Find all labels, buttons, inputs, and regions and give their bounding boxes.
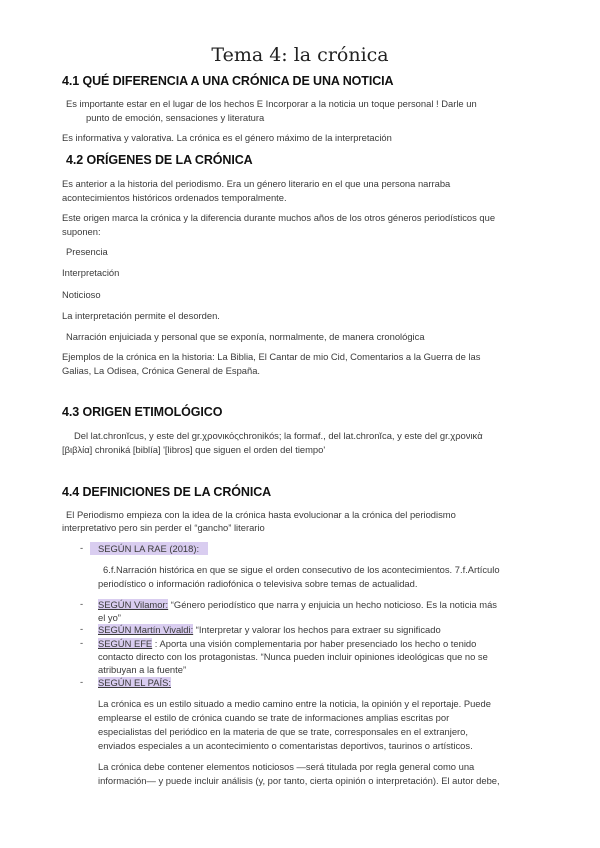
definition-label-vivaldi: SEGÚN Martín Vivaldi: (98, 624, 194, 635)
definition-text: “Género periodístico que narra y enjuicia un hecho noticioso. Es la noticia más (168, 599, 497, 610)
list-item: Noticioso (62, 289, 101, 300)
paragraph-line: 6.f.Narración histórica en que se sigue el orden consecutivo de los acontecimientos. 7.f.Artículo (103, 564, 500, 575)
paragraph-line: enviados especiales a un acontecimiento o comentaristas deportivos, taurinos o artísticos. (98, 740, 473, 751)
paragraph-line: punto de emoción, sensaciones y literatura (86, 112, 265, 123)
bullet-dash: - (80, 676, 84, 687)
section-heading-4-2: 4.2 ORÍGENES DE LA CRÓNICA (66, 153, 253, 167)
definition-label-vilamor: SEGÚN Vilamor: (98, 599, 169, 610)
definition-line (98, 598, 497, 612)
definition-line (98, 623, 441, 637)
paragraph-line: contacto directo con los protagonistas. “Nunca pueden incluir opiniones ideológicas que no se (98, 651, 488, 662)
paragraph-line: Ejemplos de la crónica en la historia: La Biblia, El Cantar de mio Cid, Comentarios a la Guerra de las (62, 351, 481, 362)
bullet-dash: - (80, 637, 84, 648)
paragraph-line: Es anterior a la historia del periodismo. Era un género literario en el que una persona narraba (62, 178, 451, 189)
bullet-dash: - (80, 623, 84, 634)
paragraph-line: Este origen marca la crónica y la diferencia durante muchos años de los otros géneros periodísticos que (62, 212, 496, 223)
paragraph-line: especialistas del periódico en la materia de que se trate, corresponsales en el extranjero, (98, 726, 469, 737)
definition-text: : Aporta una visión complementaria por haber presenciado los hecho o tenido (152, 638, 477, 649)
definition-line (98, 676, 171, 690)
paragraph-line: suponen: (62, 226, 101, 237)
page-title: Tema 4: la crónica (211, 44, 389, 66)
list-item: Presencia (66, 246, 108, 257)
section-heading-4-4: 4.4 DEFINICIONES DE LA CRÓNICA (62, 485, 272, 499)
paragraph-line: interpretativo pero sin perder el “gancho” literario (62, 522, 265, 533)
section-heading-4-3: 4.3 ORIGEN ETIMOLÓGICO (62, 405, 223, 419)
paragraph-line: emplearse el estilo de crónica cuando se trate de informaciones amplias escritas por (98, 712, 450, 723)
paragraph-line: [βιβλία] chroniká [biblía] '[libros] que siguen el orden del tiempo' (62, 444, 326, 455)
paragraph-line: acontecimientos históricos ordenados temporalmente. (62, 192, 287, 203)
paragraph-line: Galias, La Odisea, Crónica General de España. (62, 365, 261, 376)
definition-label-efe: SEGÚN EFE (98, 638, 153, 649)
definition-line (98, 637, 476, 651)
paragraph-line: Es importante estar en el lugar de los hechos E Incorporar a la noticia un toque personal ! Darle un (66, 98, 477, 109)
section-heading-4-1: 4.1 QUÉ DIFERENCIA A UNA CRÓNICA DE UNA NOTICIA (62, 74, 394, 88)
paragraph-line: el yo” (98, 612, 121, 623)
paragraph-line: periodístico o información radiofónica o televisiva sobre temas de actualidad. (98, 578, 418, 589)
paragraph-line: Narración enjuiciada y personal que se exponía, normalmente, de manera cronológica (66, 331, 425, 342)
paragraph-line: La crónica debe contener elementos noticiosos —será titulada por regla general como una (98, 761, 475, 772)
list-item: Interpretación (62, 267, 120, 278)
definition-label-pais: SEGÚN EL PAÍS: (98, 677, 171, 688)
paragraph-line: El Periodismo empieza con la idea de la crónica hasta evolucionar a la crónica del periodismo (66, 509, 456, 520)
paragraph-line: Del lat.chronĭcus, y este del gr.χρονικόςchronikós; la formaf., del lat.chronĭca, y este del gr.χρονικὰ (74, 430, 483, 441)
paragraph-line: información— y puede incluir análisis (y, por tanto, cierta opinión o interpretación). El autor debe, (98, 775, 500, 786)
paragraph-line: La crónica es un estilo situado a medio camino entre la noticia, la opinión y el reportaje. Puede (98, 698, 491, 709)
definition-text: “Interpretar y valorar los hechos para extraer su significado (193, 624, 441, 635)
paragraph-line: atribuyan a la fuente” (98, 664, 187, 675)
paragraph-line: La interpretación permite el desorden. (62, 310, 220, 321)
bullet-dash: - (80, 598, 84, 609)
definition-label-rae: SEGÚN LA RAE (2018): (98, 543, 200, 554)
bullet-dash: - (80, 542, 84, 553)
paragraph-line: Es informativa y valorativa. La crónica es el género máximo de la interpretación (62, 132, 392, 143)
